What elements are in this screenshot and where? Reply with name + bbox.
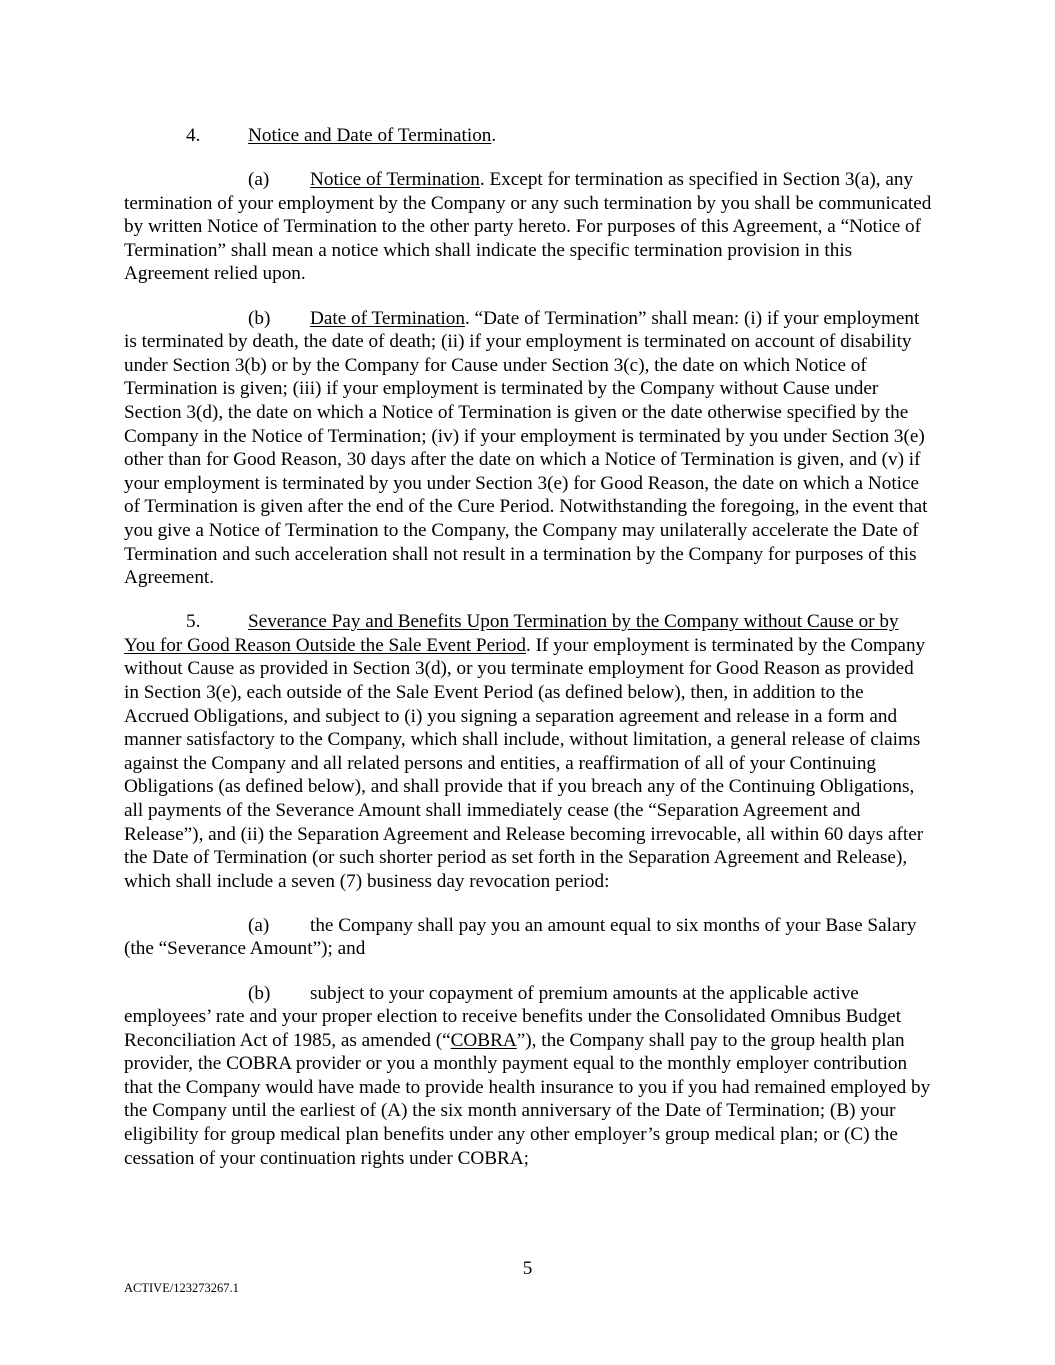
subsection-number: (b) <box>248 307 271 329</box>
paragraph-text: . If your employment is terminated by the Company without Cause as provided in Section 3(d), or you terminate employment for Good Reason as provided in Section 3(e), each outside of the Sale Event Period (as defined below), then, in addition to the Accrued Obligations, and subject to (i) you signing a separation agreement and release in a form and manner satisfactory to the Company, which shall include, without limitation, a general release of claims against the Company and all related persons and entities, a reaffirmation of all of your Continuing Obligations (as defined below), and shall provide that if you breach any of the Continuing Obligations, all payments of the Severance Amount shall immediately cease (the “Separation Agreement and Release”), and (ii) the Separation Agreement and Release becoming irrevocable, all within 60 days after the Date of Termination (or such shorter period as set forth in the Separation Agreement and Release), which shall include a seven (7) business day revocation period: <box>124 634 926 892</box>
section-title: Severance Pay and Benefits Upon Termination by the Company without Cause or by You for Good Reason Outside the Sale Event Period <box>124 611 899 656</box>
subsection-title: Notice of Termination <box>310 169 480 191</box>
section-number: 4. <box>186 125 201 146</box>
section-number: 5. <box>186 611 201 633</box>
section-4b-paragraph <box>124 307 932 590</box>
section-5-paragraph <box>124 610 932 893</box>
paragraph-text: . Except for termination as specified in Section 3(a), any termination of your employment by the Company or any such termination by you shall be communicated by written Notice of Termination to the other party hereto. For purposes of this Agreement, a “Notice of Termination” shall mean a notice which shall indicate the specific termination provision in this Agreement relied upon. <box>124 169 932 285</box>
section-5b-paragraph <box>124 982 932 1171</box>
document-id: ACTIVE/123273267.1 <box>124 1281 239 1295</box>
section-5a-paragraph <box>124 914 932 961</box>
paragraph-text-continued: ”), the Company shall pay to the group health plan provider, the COBRA provider or you a monthly payment equal to the monthly employer contribution that the Company would have made to provide health insurance to you if you had remained employed by the Company until the earliest of (A) the six month anniversary of the Date of Termination; (B) your eligibility for group medical plan benefits under any other employer’s group medical plan; or (C) the cessation of your continuation rights under COBRA; <box>124 1029 931 1169</box>
document-page <box>124 124 932 1191</box>
defined-term-cobra: COBRA <box>450 1029 517 1051</box>
subsection-title: Date of Termination <box>310 307 465 329</box>
paragraph-text: subject to your copayment of premium amounts at the applicable active employees’ rate and your proper election to receive benefits under the Consolidated Omnibus Budget Reconciliation Act of 1985, as amended (“ <box>124 982 902 1051</box>
section-title-end: . <box>491 125 497 146</box>
section-4-heading <box>124 124 932 148</box>
paragraph-text: the Company shall pay you an amount equal to six months of your Base Salary (the “Severance Amount”); and <box>124 914 917 960</box>
subsection-number: (b) <box>248 982 271 1004</box>
paragraph-text: . “Date of Termination” shall mean: (i) if your employment is terminated by death, the date of death; (ii) if your employment is terminated on account of disability under Section 3(b) or by the Company for Cause under Section 3(c), the date on which Notice of Termination is given; (iii) if your employment is terminated by the Company without Cause under Section 3(d), the date on which a Notice of Termination is given or the date otherwise specified by the Company in the Notice of Termination; (iv) if your employment is terminated by you under Section 3(e) other than for Good Reason, 30 days after the date on which a Notice of Termination is given, and (v) if your employment is terminated by you under Section 3(e) for Good Reason, the date on which a Notice of Termination is given after the end of the Cure Period. Notwithstanding the foregoing, in the event that you give a Notice of Termination to the Company, the Company may unilaterally accelerate the Date of Termination and such acceleration shall not result in a termination by the Company for purposes of this Agreement. <box>124 307 928 589</box>
subsection-number: (a) <box>248 914 270 936</box>
section-4a-paragraph <box>124 168 932 286</box>
page-number: 5 <box>522 1258 533 1279</box>
subsection-number: (a) <box>248 169 270 191</box>
section-title: Notice and Date of Termination <box>248 125 492 146</box>
